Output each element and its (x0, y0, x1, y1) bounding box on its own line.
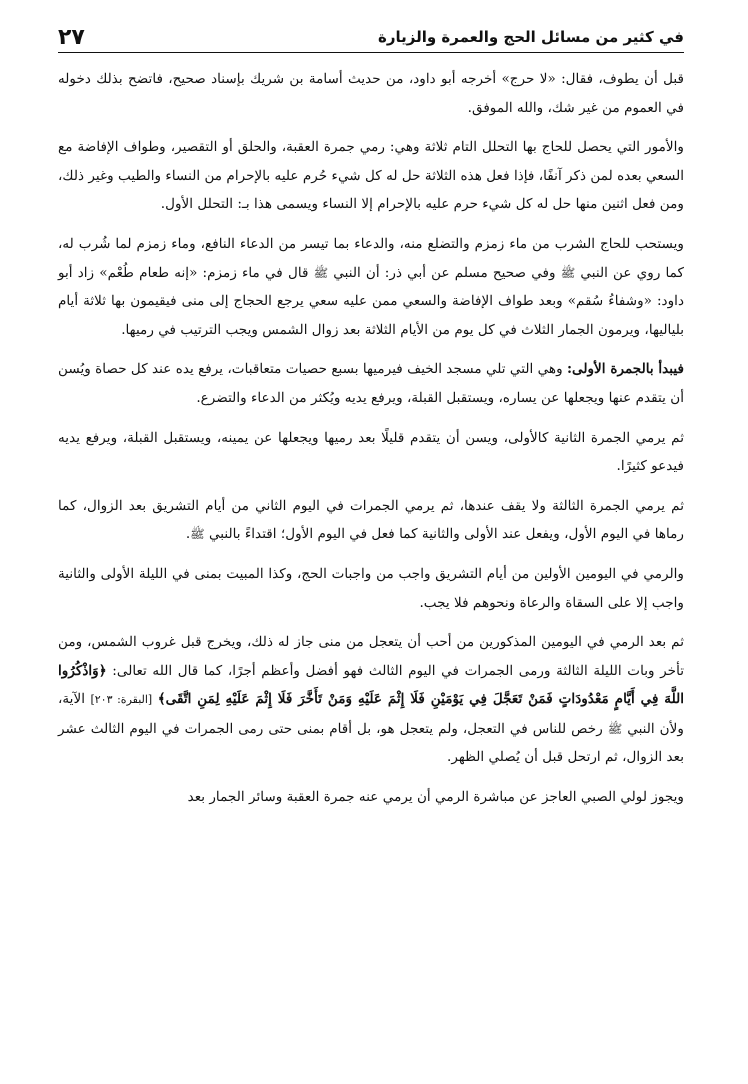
paragraph-3 (58, 230, 684, 344)
paragraph-text: ثم بعد الرمي في اليومين المذكورين من أحب أن يتعجل من منى جاز له ذلك، ويخرج قبل غروب الشمس، ومن تأخر وبات الليلة الثالثة ورمى الجمرات في اليوم الثالث فهو أفضل وأعظم أجرًا، كما قال الله تعالى: (58, 634, 684, 679)
paragraph-6 (58, 492, 684, 549)
paragraph-lead: فيبدأ بالجمرة الأولى: (567, 361, 685, 378)
page-number: ٢٧ (58, 25, 85, 50)
paragraph-text: وفي صحيح مسلم عن أبي ذر: أن النبي (333, 264, 556, 281)
paragraph-9 (58, 783, 684, 812)
salla-symbol: ﷺ (313, 265, 329, 280)
paragraph-text: ويجوز لولي الصبي العاجز عن مباشرة الرمي أن يرمي عنه جمرة العقبة وسائر الجمار بعد (187, 789, 684, 806)
page-body (58, 65, 684, 812)
paragraph-text: ثم يرمي الجمرة الثالثة ولا يقف عندها، ثم يرمي الجمرات في اليوم الثاني من أيام التشريق بعد الزوال، كما رماها في اليوم الأول، ويفعل عند الأولى والثانية كما فعل في اليوم الأول؛ اقتداءً بالنبي (58, 497, 684, 543)
salla-symbol: ﷺ (560, 265, 576, 280)
running-title: في كثير من مسائل الحج والعمرة والزيارة (377, 28, 684, 46)
running-header (58, 18, 684, 53)
paragraph-text: والرمي في اليومين الأولين من أيام التشريق واجب من واجبات الحج، وكذا المبيت بمنى في الليلة الأولى والثانية واجب إلا على السقاة والرعاة ونحوهم فلا يجب. (58, 565, 684, 611)
paragraph-text: والأمور التي يحصل للحاج بها التحلل التام ثلاثة وهي: رمي جمرة العقبة، والحلق أو التقصير، وطواف الإفاضة مع السعي بعده لمن ذكر آنفًا، فإذا فعل هذه الثلاثة حل له كل شيء حُرم عليه بالإحرام من النساء والطيب وغير ذلك، ومن فعل اثنين منها حل له كل شيء حرم عليه بالإحرام إلا النساء ويسمى هذا بـ: التحلل الأول. (58, 139, 684, 213)
paragraph-text: . (185, 526, 191, 543)
paragraph-5 (58, 424, 684, 481)
paragraph-text: قال في ماء زمزم: «إنه طعام طُعْم» زاد أبو داود: «وشفاءُ سُقم» وبعد طواف الإفاضة والسعي ممن عليه سعي يرجع الحجاج إلى منى فيقيمون بها ثلاثة أيام بلياليها، ويرمون الجمار الثلاث في كل يوم من الأيام الثلاثة بعد زوال الشمس ويجب الترتيب في رميها. (58, 264, 684, 338)
paragraph-text: قبل أن يطوف، فقال: «لا حرج» أخرجه أبو داود، من حديث أسامة بن شريك بإسناد صحيح، فاتضح بذلك دخوله في العموم من غير شك، والله الموفق. (58, 71, 684, 116)
paragraph-7 (58, 560, 684, 617)
paragraph-text: ويستحب للحاج الشرب من ماء زمزم والتضلع منه، والدعاء بما تيسر من الدعاء النافع، وماء زمزم لما شُرب له، كما روي عن النبي (58, 235, 685, 281)
paragraph-2 (58, 133, 684, 219)
paragraph-8 (58, 628, 684, 772)
paragraph-1 (58, 65, 684, 122)
paragraph-text: الآية، ولأن النبي (58, 691, 684, 737)
paragraph-text: رخص للناس في التعجل، ولم يتعجل هو، بل أقام بمنى حتى رمى الجمرات في اليوم الثالث عشر بعد الزوال، ثم ارتحل قبل أن يُصلي الظهر. (58, 720, 684, 766)
page (58, 18, 684, 1068)
salla-symbol: ﷺ (607, 721, 623, 736)
paragraph-text: وهي التي تلي مسجد الخيف فيرميها بسبع حصيات متعاقبات، يرفع يده عند كل حصاة ويُسن أن يتقدم عنها ويجعلها عن يساره، ويستقبل القبلة، ويرفع يديه ويُكثر من الدعاء والتضرع. (58, 361, 684, 406)
salla-symbol: ﷺ (190, 527, 205, 542)
paragraph-text: ثم يرمي الجمرة الثانية كالأولى، ويسن أن يتقدم قليلًا بعد رميها ويجعلها عن يمينه، ويستقبل القبلة، ويرفع يديه فيدعو كثيرًا. (58, 429, 684, 475)
quran-verse: ﴿وَاذْكُرُوا اللَّهَ فِي أَيَّامٍ مَعْدُودَاتٍ فَمَنْ تَعَجَّلَ فِي يَوْمَيْنِ فَلَا إِثْمَ عَلَيْهِ وَمَنْ تَأَخَّرَ فَلَا إِثْمَ عَلَيْهِ لِمَنِ اتَّقَى﴾ (58, 662, 685, 708)
verse-reference: [البقرة: ٢٠٣] (90, 693, 153, 707)
paragraph-4 (58, 355, 684, 412)
